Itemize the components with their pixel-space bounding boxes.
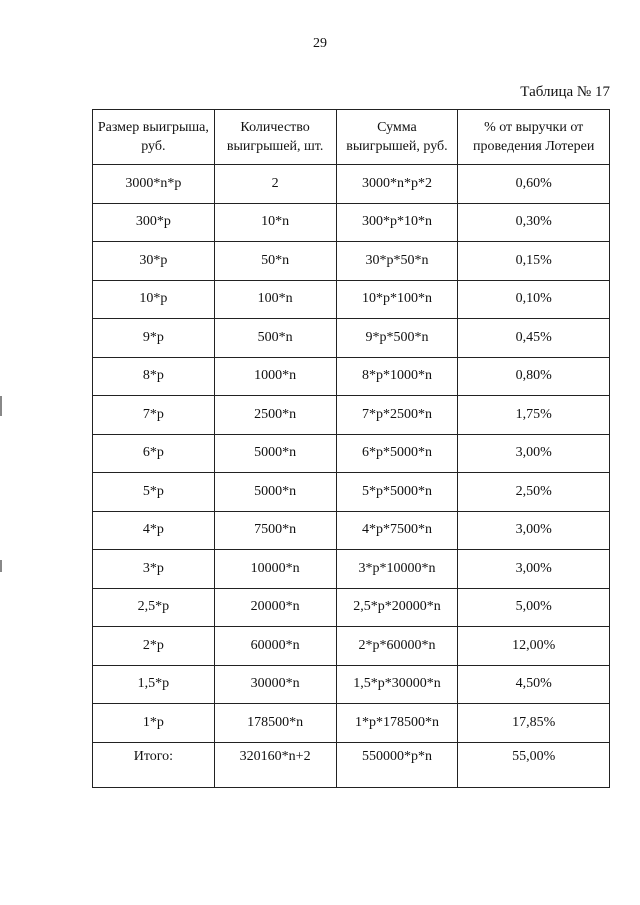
prize-sum-cell: 8*p*1000*n [336,357,458,396]
prize-count-cell: 2 [214,165,336,204]
prize-sum-cell: 5*p*5000*n [336,473,458,512]
revenue-percent-cell: 0,80% [458,357,610,396]
total-count-cell: 320160*n+2 [214,742,336,787]
prize-count-cell: 60000*n [214,627,336,666]
prize-count-cell: 1000*n [214,357,336,396]
prize-count-cell: 7500*n [214,511,336,550]
prize-count-cell: 10*n [214,203,336,242]
table-row [93,704,610,743]
total-percent-cell: 55,00% [458,742,610,787]
table-row [93,665,610,704]
prize-sum-cell: 3*p*10000*n [336,550,458,589]
scan-mark [0,560,2,572]
prize-count-cell: 500*n [214,319,336,358]
revenue-percent-cell: 4,50% [458,665,610,704]
prize-size-cell: 3000*n*p [93,165,215,204]
prize-size-cell: 2*p [93,627,215,666]
prize-count-cell: 178500*n [214,704,336,743]
prize-sum-cell: 30*p*50*n [336,242,458,281]
prize-sum-cell: 1,5*p*30000*n [336,665,458,704]
prize-size-cell: 6*p [93,434,215,473]
revenue-percent-cell: 3,00% [458,434,610,473]
table-row [93,203,610,242]
revenue-percent-cell: 0,30% [458,203,610,242]
prize-count-cell: 2500*n [214,396,336,435]
table-body [93,165,610,788]
table-row [93,319,610,358]
prize-count-cell: 10000*n [214,550,336,589]
prize-sum-cell: 6*p*5000*n [336,434,458,473]
header-prize-size: Размер выигрыша, руб. [93,110,215,165]
page-number: 29 [313,36,327,51]
table-row [93,588,610,627]
prize-sum-cell: 1*p*178500*n [336,704,458,743]
prize-sum-cell: 10*p*100*n [336,280,458,319]
table-row [93,511,610,550]
prize-count-cell: 30000*n [214,665,336,704]
prize-sum-cell: 2,5*p*20000*n [336,588,458,627]
prize-sum-cell: 300*p*10*n [336,203,458,242]
table-row [93,242,610,281]
table-row [93,473,610,512]
total-row [93,742,610,787]
prize-sum-cell: 7*p*2500*n [336,396,458,435]
revenue-percent-cell: 1,75% [458,396,610,435]
revenue-percent-cell: 0,10% [458,280,610,319]
prize-sum-cell: 9*p*500*n [336,319,458,358]
header-row [93,110,610,165]
prize-size-cell: 4*p [93,511,215,550]
revenue-percent-cell: 17,85% [458,704,610,743]
prize-sum-cell: 2*p*60000*n [336,627,458,666]
revenue-percent-cell: 0,45% [458,319,610,358]
revenue-percent-cell: 2,50% [458,473,610,512]
table-row [93,165,610,204]
table-row [93,280,610,319]
prize-size-cell: 30*p [93,242,215,281]
table-row [93,550,610,589]
table-row [93,434,610,473]
prize-sum-cell: 4*p*7500*n [336,511,458,550]
revenue-percent-cell: 3,00% [458,511,610,550]
revenue-percent-cell: 0,60% [458,165,610,204]
revenue-percent-cell: 5,00% [458,588,610,627]
revenue-percent-cell: 3,00% [458,550,610,589]
prize-size-cell: 2,5*p [93,588,215,627]
prize-count-cell: 100*n [214,280,336,319]
header-revenue-percent: % от выручки от проведения Лотереи [458,110,610,165]
scan-mark [0,396,2,416]
prize-count-cell: 5000*n [214,473,336,512]
prize-count-cell: 20000*n [214,588,336,627]
prize-size-cell: 7*p [93,396,215,435]
prize-size-cell: 3*p [93,550,215,589]
table-caption: Таблица № 17 [520,84,610,100]
revenue-percent-cell: 12,00% [458,627,610,666]
prize-size-cell: 1*p [93,704,215,743]
header-prize-sum: Сумма выигрышей, руб. [336,110,458,165]
prize-size-cell: 300*p [93,203,215,242]
prize-table [92,109,610,788]
prize-count-cell: 50*n [214,242,336,281]
prize-sum-cell: 3000*n*p*2 [336,165,458,204]
prize-count-cell: 5000*n [214,434,336,473]
table-row [93,396,610,435]
total-sum-cell: 550000*p*n [336,742,458,787]
revenue-percent-cell: 0,15% [458,242,610,281]
table-row [93,357,610,396]
prize-size-cell: 8*p [93,357,215,396]
prize-size-cell: 10*p [93,280,215,319]
prize-size-cell: 5*p [93,473,215,512]
prize-size-cell: 1,5*p [93,665,215,704]
total-label-cell: Итого: [93,742,215,787]
header-prize-count: Количество выигрышей, шт. [214,110,336,165]
prize-size-cell: 9*p [93,319,215,358]
table-row [93,627,610,666]
